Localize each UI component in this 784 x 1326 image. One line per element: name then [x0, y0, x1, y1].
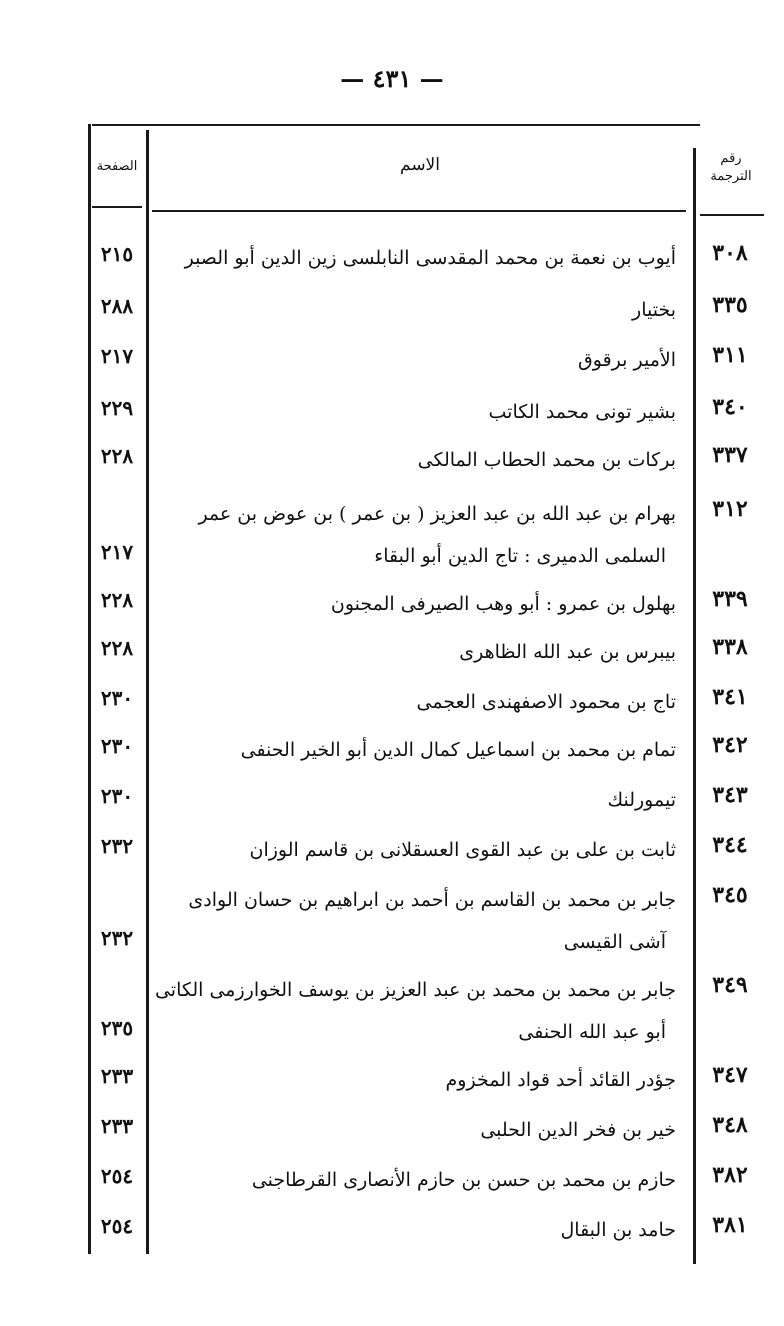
page-reference: ٢٨٨: [100, 294, 134, 318]
entry-name: بركات بن محمد الحطاب المالكى: [417, 449, 676, 471]
translation-number: ٣٣٨: [712, 634, 748, 660]
header-rule-name: [152, 210, 686, 212]
header-page: الصفحة: [96, 159, 138, 174]
translation-number: ٣٤٧: [712, 1062, 748, 1088]
entry-name: جابر بن محمد بن محمد بن عبد العزيز بن يوسف الخوارزمى الكاتى: [154, 979, 676, 1001]
header-rule-number: [700, 214, 764, 216]
translation-number: ٣٨١: [712, 1212, 748, 1238]
translation-number: ٣٣٩: [712, 586, 748, 612]
entry-name: حامد بن البقال: [560, 1219, 676, 1241]
page-reference: ٢٥٤: [100, 1164, 134, 1188]
header-rule-page: [92, 206, 142, 208]
header-translation-number: رقم الترجمة: [710, 151, 752, 184]
translation-number: ٣٤٣: [712, 782, 748, 808]
page-reference: ٢٣٢: [100, 834, 134, 858]
translation-number: ٣٤١: [712, 684, 748, 710]
page-reference: ٢٥٤: [100, 1214, 134, 1238]
entry-name: بيبرس بن عبد الله الظاهرى: [459, 641, 676, 663]
translation-number: ٣١١: [712, 342, 748, 368]
translation-number: ٣٨٢: [712, 1162, 748, 1188]
translation-number: ٣٣٥: [712, 292, 748, 318]
entry-name: ثابت بن على بن عبد القوى العسقلانى بن قاسم الوزان: [249, 839, 676, 861]
table-top-border: [92, 124, 700, 126]
page-reference: ٢٣٣: [100, 1114, 134, 1138]
page-reference: ٢٣٠: [100, 784, 134, 808]
entry-name: بشير تونى محمد الكاتب: [488, 401, 676, 423]
translation-number: ٣٤٩: [712, 972, 748, 998]
entry-name: تيمورلنك: [607, 789, 676, 811]
page-reference: ٢٣٥: [100, 1016, 134, 1040]
page-reference: ٢١٥: [100, 242, 134, 266]
page-reference: ٢٣٢: [100, 926, 134, 950]
entry-name-continuation: السلمى الدميرى : تاج الدين أبو البقاء: [374, 545, 666, 567]
entry-name: تمام بن محمد بن اسماعيل كمال الدين أبو الخير الحنفى: [240, 739, 676, 761]
translation-number: ٣٤٥: [712, 882, 748, 908]
translation-number: ٣٤٠: [712, 394, 748, 420]
page-reference: ٢٣٠: [100, 734, 134, 758]
entry-name: حازم بن محمد بن حسن بن حازم الأنصارى القرطاجنى: [251, 1169, 676, 1191]
entry-name: جابر بن محمد بن القاسم بن أحمد بن ابراهيم بن حسان الوادى: [188, 889, 676, 911]
entry-name-continuation: آشى القيسى: [563, 931, 666, 953]
translation-number: ٣٤٤: [712, 832, 748, 858]
translation-number: ٣٤٢: [712, 732, 748, 758]
translation-number: ٣٠٨: [712, 240, 748, 266]
entry-name: تاج بن محمود الاصفهندى العجمى: [416, 691, 676, 713]
entry-name: بهرام بن عبد الله بن عبد العزيز ( بن عمر ) بن عوض بن عمر: [198, 503, 676, 525]
entry-name-continuation: أبو عبد الله الحنفى: [518, 1021, 666, 1043]
page-reference: ٢١٧: [100, 540, 134, 564]
page-reference: ٢١٧: [100, 344, 134, 368]
entry-name: بهلول بن عمرو : أبو وهب الصيرفى المجنون: [330, 593, 676, 615]
translation-number: ٣٣٧: [712, 442, 748, 468]
translation-number: ٣٤٨: [712, 1112, 748, 1138]
page-number: — ٤٣١ —: [340, 64, 444, 93]
page-reference: ٢٣٠: [100, 686, 134, 710]
translation-number: ٣١٢: [712, 496, 748, 522]
page-reference: ٢٢٨: [100, 444, 134, 468]
page-reference: ٢٢٨: [100, 588, 134, 612]
page-reference: ٢٢٨: [100, 636, 134, 660]
page-reference: ٢٣٣: [100, 1064, 134, 1088]
entry-name: جؤدر القائد أحد قواد المخزوم: [445, 1069, 676, 1091]
page-reference: ٢٢٩: [100, 396, 134, 420]
entry-name: بختيار: [632, 299, 676, 321]
entry-name: أيوب بن نعمة بن محمد المقدسى النابلسى زين الدين أبو الصبر: [184, 247, 676, 269]
header-name: الاسم: [400, 155, 440, 175]
entry-name: الأمير برقوق: [578, 349, 676, 371]
entry-name: خير بن فخر الدين الحلبى: [480, 1119, 676, 1141]
